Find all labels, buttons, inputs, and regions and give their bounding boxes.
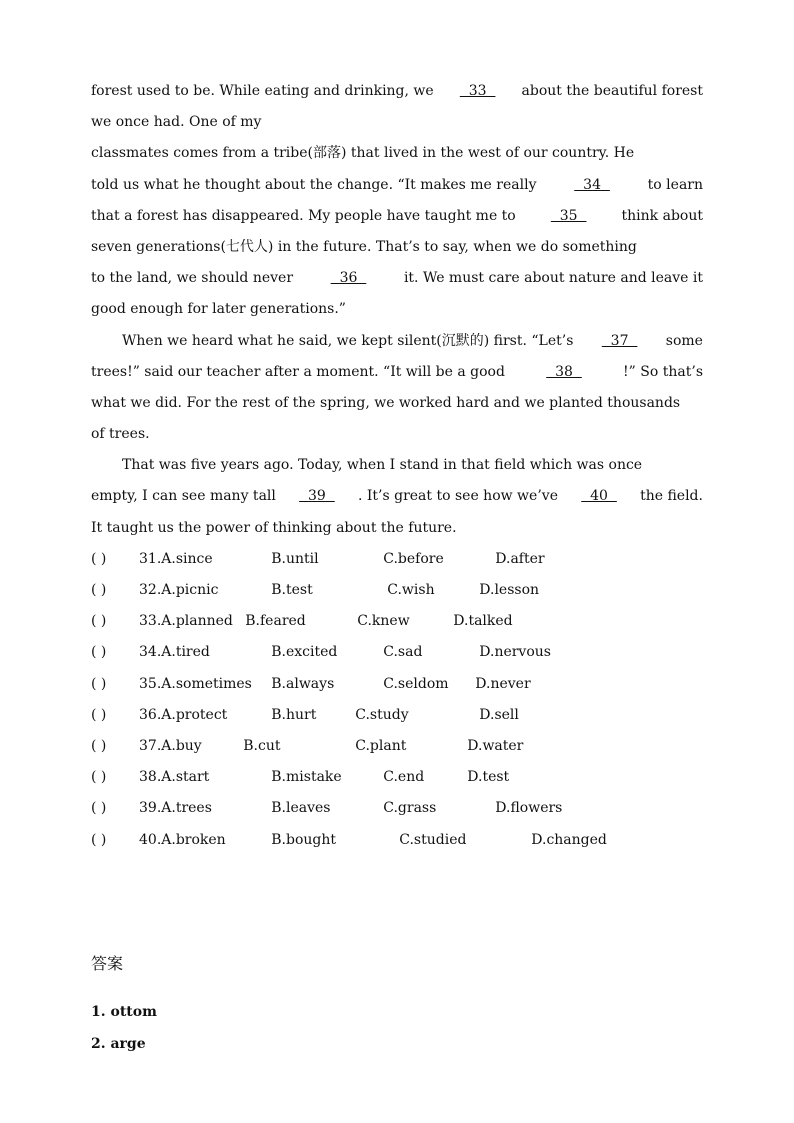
option-d: D.lesson — [479, 582, 540, 598]
question-number: 38. — [139, 769, 162, 786]
question-row — [91, 544, 703, 575]
blank-33: 33 — [459, 83, 496, 99]
answer-item: 2. arge — [91, 1036, 146, 1052]
text: That was five years ago. Today, when I stand in that field which was once — [122, 457, 643, 474]
text: what we did. For the rest of the spring, we worked hard and we planted thousands — [91, 394, 681, 411]
text: seven generations(七代人) in the future. That’s to say, when we do something — [91, 238, 637, 255]
option-d: D.talked — [453, 613, 513, 630]
question-number: 34. — [139, 644, 162, 661]
option-c: C.seldom — [383, 675, 449, 692]
option-c: C.studied — [399, 831, 467, 848]
option-a: A.planned — [161, 613, 233, 630]
passage-line — [91, 326, 703, 357]
text: classmates comes from a tribe(部落) that lived in the west of our country. He — [91, 145, 635, 162]
option-a: A.sometimes — [161, 675, 252, 692]
passage-line — [91, 232, 703, 263]
passage-line — [91, 76, 703, 107]
option-c: C.end — [383, 769, 425, 786]
option-c: C.grass — [383, 800, 437, 817]
option-c: C.before — [383, 550, 444, 567]
blank-37: 37 — [601, 332, 638, 349]
answer-paren: ( ) — [91, 550, 107, 567]
question-number: 35. — [139, 675, 162, 692]
option-c: C.plant — [355, 737, 407, 754]
text: think about — [621, 207, 703, 224]
option-d: D.sell — [479, 706, 519, 723]
option-b: B.always — [271, 675, 335, 692]
option-c: C.sad — [383, 644, 423, 661]
option-d: D.water — [467, 737, 524, 754]
text: that a forest has disappeared. My people have taught me to — [91, 207, 516, 224]
answer-paren: ( ) — [91, 800, 107, 817]
option-a: A.trees — [161, 800, 212, 817]
option-a: A.since — [161, 550, 213, 567]
option-b: B.test — [271, 582, 313, 598]
answer-paren: ( ) — [91, 675, 107, 692]
blank-35: 35 — [550, 207, 587, 224]
question-row — [91, 669, 703, 700]
option-c: C.study — [355, 706, 409, 723]
answer-paren: ( ) — [91, 831, 107, 848]
question-number: 36. — [139, 706, 162, 723]
text: to learn — [647, 176, 703, 193]
passage-line — [91, 357, 703, 388]
option-b: B.until — [271, 550, 319, 567]
passage-line — [91, 263, 703, 294]
question-number: 37. — [139, 737, 162, 754]
passage-line — [91, 138, 703, 169]
text: When we heard what he said, we kept silent(沉默的) first. “Let’s — [122, 332, 574, 349]
answer-paren: ( ) — [91, 769, 107, 786]
question-number: 40. — [139, 831, 162, 848]
question-row — [91, 793, 703, 824]
question-row — [91, 825, 703, 856]
option-b: B.feared — [245, 613, 306, 630]
blank-36: 36 — [330, 270, 367, 287]
text: forest used to be. While eating and drinking, we — [91, 83, 434, 99]
option-d: D.changed — [531, 831, 607, 848]
text: good enough for later generations.” — [91, 301, 346, 318]
passage-line — [91, 294, 703, 325]
question-row — [91, 606, 703, 637]
option-d: D.nervous — [479, 644, 551, 661]
answer-paren: ( ) — [91, 737, 107, 754]
answers-title: 答案 — [91, 954, 124, 973]
answer-paren: ( ) — [91, 644, 107, 661]
answer-paren: ( ) — [91, 706, 107, 723]
text: to the land, we should never — [91, 270, 294, 287]
question-list — [91, 544, 703, 856]
passage-line — [91, 450, 703, 481]
option-b: B.cut — [243, 737, 281, 754]
question-row — [91, 575, 703, 606]
passage-line — [91, 170, 703, 201]
passage-line — [91, 513, 703, 544]
blank-34: 34 — [574, 176, 610, 193]
cloze-passage — [91, 76, 703, 856]
option-a: A.tired — [161, 644, 210, 661]
option-a: A.buy — [161, 737, 202, 754]
question-row — [91, 762, 703, 793]
text: empty, I can see many tall — [91, 488, 276, 505]
text: It taught us the power of thinking about the future. — [91, 519, 457, 536]
answer-paren: ( ) — [91, 613, 107, 630]
text: some — [665, 332, 703, 349]
question-row — [91, 700, 703, 731]
option-c: C.wish — [387, 582, 435, 598]
passage-line — [91, 481, 703, 512]
question-row — [91, 637, 703, 668]
text: it. We must care about nature and leave it — [403, 270, 703, 287]
option-b: B.bought — [271, 831, 337, 848]
answer-paren: ( ) — [91, 582, 107, 598]
option-b: B.leaves — [271, 800, 331, 817]
option-d: D.after — [495, 550, 545, 567]
question-number: 33. — [139, 613, 162, 630]
blank-38: 38 — [546, 363, 582, 380]
option-a: A.broken — [161, 831, 226, 848]
text: we once had. One of my — [91, 114, 262, 131]
passage-line — [91, 107, 703, 138]
option-a: A.start — [161, 769, 210, 786]
question-row — [91, 731, 703, 762]
option-b: B.excited — [271, 644, 338, 661]
option-c: C.knew — [357, 613, 410, 630]
passage-line — [91, 388, 703, 419]
question-number: 32. — [139, 582, 162, 598]
option-d: D.test — [467, 769, 510, 786]
question-number: 31. — [139, 550, 162, 567]
passage-line — [91, 201, 703, 232]
option-d: D.never — [475, 675, 531, 692]
option-b: B.mistake — [271, 769, 342, 786]
text: !” So that’s — [623, 363, 703, 380]
text: the field. — [640, 488, 703, 505]
option-d: D.flowers — [495, 800, 563, 817]
text: . It’s great to see how we’ve — [357, 488, 558, 505]
text: trees!” said our teacher after a moment. “It will be a good — [91, 363, 505, 380]
question-number: 39. — [139, 800, 162, 817]
blank-40: 40 — [581, 488, 617, 505]
passage-line — [91, 419, 703, 450]
text: told us what he thought about the change. “It makes me really — [91, 176, 537, 193]
text: of trees. — [91, 426, 150, 443]
answer-item: 1. ottom — [91, 1004, 157, 1020]
option-a: A.protect — [161, 706, 228, 723]
answer-section — [91, 950, 157, 1060]
option-b: B.hurt — [271, 706, 317, 723]
option-a: A.picnic — [161, 582, 219, 598]
text: about the beautiful forest — [521, 83, 703, 99]
blank-39: 39 — [299, 488, 335, 505]
